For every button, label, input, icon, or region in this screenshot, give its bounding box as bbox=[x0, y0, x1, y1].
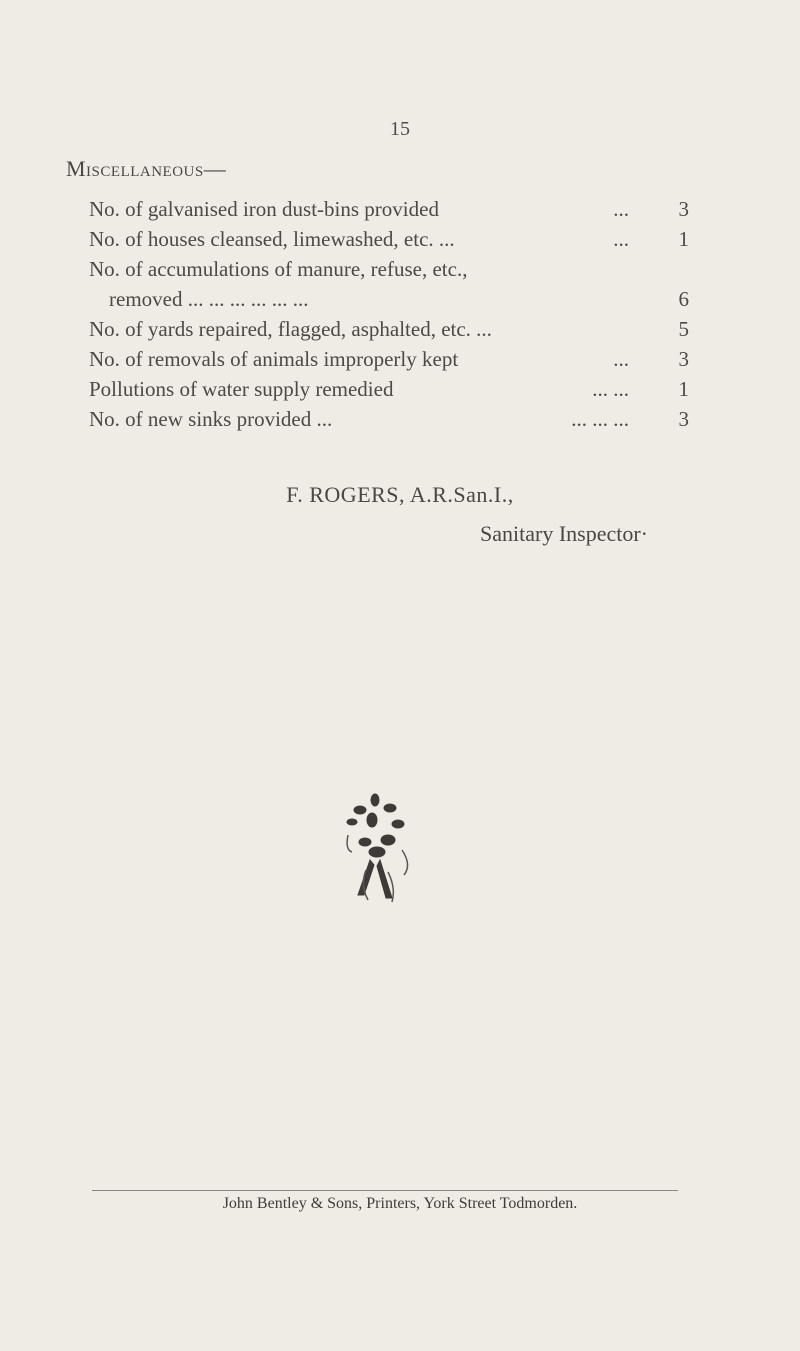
items-list bbox=[89, 194, 689, 434]
item-dots: ... bbox=[613, 227, 629, 251]
item-value: 3 bbox=[678, 347, 689, 371]
list-item bbox=[89, 194, 689, 224]
list-item bbox=[89, 344, 689, 374]
list-item bbox=[89, 374, 689, 404]
list-item bbox=[89, 254, 689, 314]
item-label: Pollutions of water supply remedied bbox=[89, 377, 394, 401]
list-item bbox=[89, 224, 689, 254]
item-value: 1 bbox=[678, 227, 689, 251]
item-label: No. of removals of animals improperly kept bbox=[89, 347, 459, 371]
item-label: No. of yards repaired, flagged, asphalted, etc. ... bbox=[89, 317, 492, 341]
item-value: 6 bbox=[678, 287, 689, 311]
item-value: 5 bbox=[678, 317, 689, 341]
printer-credit: John Bentley & Sons, Printers, York Street Todmorden. bbox=[222, 1195, 578, 1212]
section-heading: Miscellaneous— bbox=[66, 156, 227, 181]
item-continuation: removed ... ... ... ... ... ... bbox=[109, 287, 309, 311]
item-label: No. of galvanised iron dust-bins provided bbox=[89, 197, 439, 221]
floral-ornament-icon bbox=[330, 790, 420, 910]
list-item bbox=[89, 404, 689, 434]
signature-title: Sanitary Inspector· bbox=[480, 521, 648, 546]
item-value: 3 bbox=[678, 407, 689, 431]
item-dots: ... ... ... bbox=[571, 407, 629, 431]
item-dots: ... ... bbox=[592, 377, 629, 401]
item-dots: ... bbox=[613, 197, 629, 221]
footer-divider bbox=[92, 1190, 678, 1191]
signature-name: F. ROGERS, A.R.San.I., bbox=[286, 482, 514, 507]
item-label: No. of new sinks provided ... bbox=[89, 407, 333, 431]
page-number: 15 bbox=[390, 118, 410, 140]
item-value: 3 bbox=[678, 197, 689, 221]
item-dots: ... bbox=[613, 347, 629, 371]
list-item bbox=[89, 314, 689, 344]
item-label: No. of accumulations of manure, refuse, etc., bbox=[89, 257, 468, 281]
item-value: 1 bbox=[678, 377, 689, 401]
item-label: No. of houses cleansed, limewashed, etc. ... bbox=[89, 227, 455, 251]
